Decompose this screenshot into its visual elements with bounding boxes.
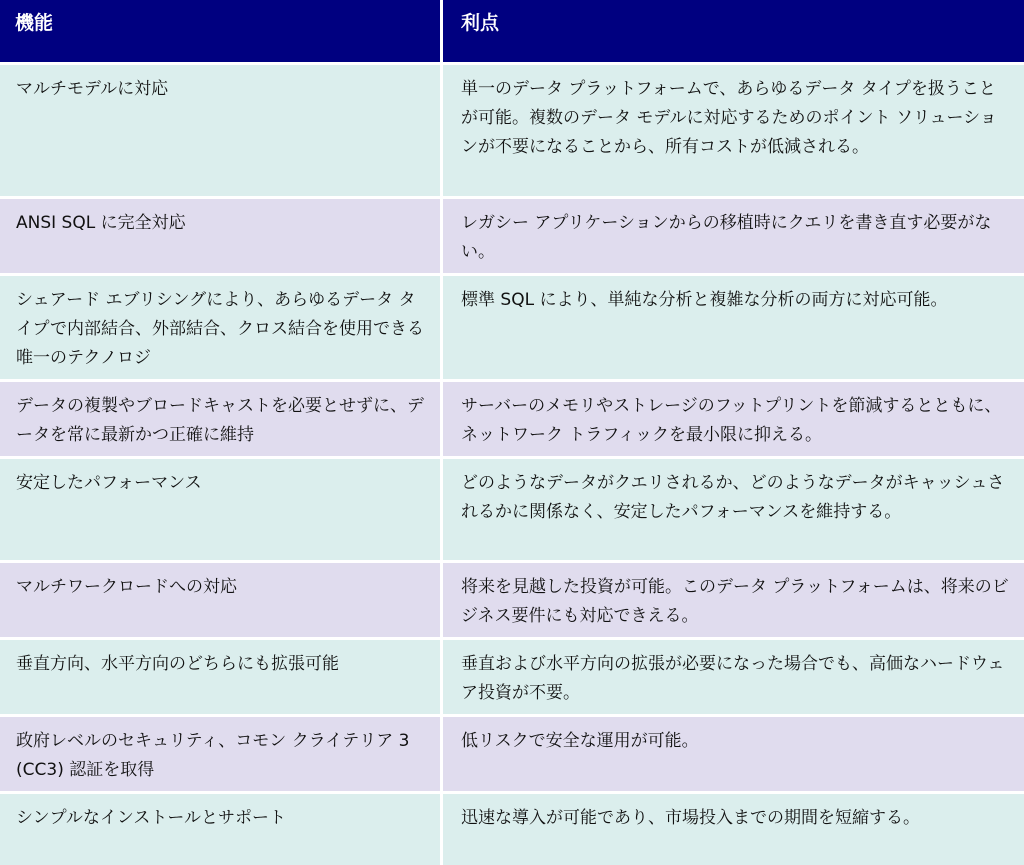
table-row: [0, 62, 1024, 196]
benefit-cell: サーバーのメモリやストレージのフットプリントを節減するとともに、ネットワーク トラフィックを最小限に抑える。: [440, 379, 1024, 456]
benefit-cell: レガシー アプリケーションからの移植時にクエリを書き直す必要がない。: [440, 196, 1024, 273]
table-row: [0, 273, 1024, 379]
benefit-cell: 垂直および水平方向の拡張が必要になった場合でも、高価なハードウェア投資が不要。: [440, 637, 1024, 714]
feature-cell: データの複製やブロードキャストを必要とせずに、データを常に最新かつ正確に維持: [0, 379, 440, 456]
table-row: [0, 456, 1024, 560]
feature-cell: 安定したパフォーマンス: [0, 456, 440, 560]
header-feature: 機能: [0, 0, 440, 62]
table-row: [0, 637, 1024, 714]
table-header-row: [0, 0, 1024, 62]
header-benefit: 利点: [440, 0, 1024, 62]
table-row: [0, 714, 1024, 791]
benefit-cell: どのようなデータがクエリされるか、どのようなデータがキャッシュされるかに関係なく、安定したパフォーマンスを維持する。: [440, 456, 1024, 560]
benefit-cell: 単一のデータ プラットフォームで、あらゆるデータ タイプを扱うことが可能。複数のデータ モデルに対応するためのポイント ソリューションが不要になることから、所有コストが低減される。: [440, 62, 1024, 196]
benefit-cell: 標準 SQL により、単純な分析と複雑な分析の両方に対応可能。: [440, 273, 1024, 379]
benefit-cell: 迅速な導入が可能であり、市場投入までの期間を短縮する。: [440, 791, 1024, 865]
table-row: [0, 379, 1024, 456]
feature-cell: シェアード エブリシングにより、あらゆるデータ タイプで内部結合、外部結合、クロス結合を使用できる唯一のテクノロジ: [0, 273, 440, 379]
feature-cell: マルチモデルに対応: [0, 62, 440, 196]
benefit-cell: 将来を見越した投資が可能。このデータ プラットフォームは、将来のビジネス要件にも対応できえる。: [440, 560, 1024, 637]
feature-cell: シンプルなインストールとサポート: [0, 791, 440, 865]
table-row: [0, 560, 1024, 637]
feature-cell: マルチワークロードへの対応: [0, 560, 440, 637]
feature-cell: 政府レベルのセキュリティ、コモン クライテリア 3 (CC3) 認証を取得: [0, 714, 440, 791]
table-row: [0, 196, 1024, 273]
benefit-cell: 低リスクで安全な運用が可能。: [440, 714, 1024, 791]
feature-cell: 垂直方向、水平方向のどちらにも拡張可能: [0, 637, 440, 714]
feature-cell: ANSI SQL に完全対応: [0, 196, 440, 273]
